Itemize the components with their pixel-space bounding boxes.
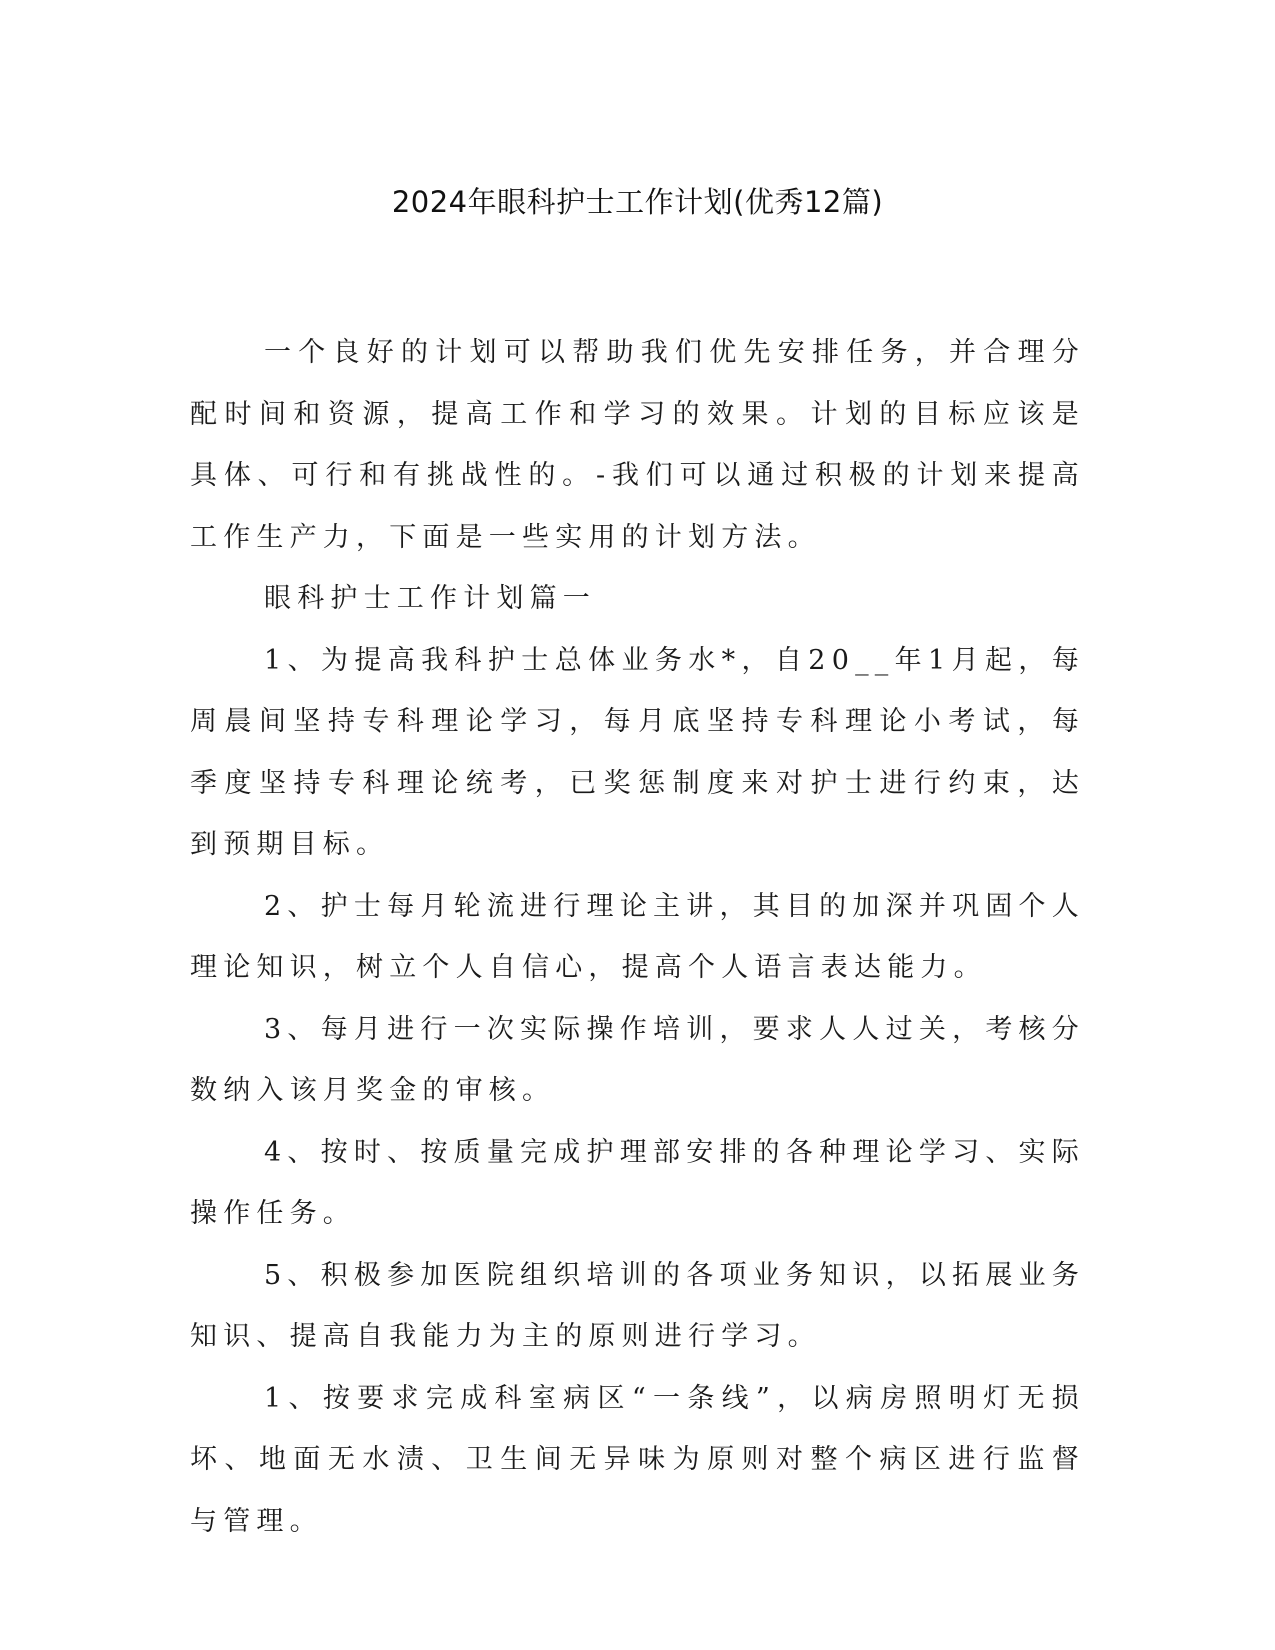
document-body <box>190 322 1085 1552</box>
paragraph-item-1: 1、为提高我科护士总体业务水*，自20__年1月起，每周晨间坚持专科理论学习，每月底坚持专科理论小考试，每季度坚持专科理论统考，已奖惩制度来对护士进行约束，达到预期目标。 <box>190 644 1085 860</box>
intro-paragraph: 一个良好的计划可以帮助我们优先安排任务，并合理分配时间和资源，提高工作和学习的效果。计划的目标应该是具体、可行和有挑战性的。-我们可以通过积极的计划来提高工作生产力，下面是一些实用的计划方法。 <box>190 337 1085 553</box>
paragraph-item-5: 5、积极参加医院组织培训的各项业务知识，以拓展业务知识、提高自我能力为主的原则进行学习。 <box>190 1259 1085 1352</box>
paragraph-item-2: 2、护士每月轮流进行理论主讲，其目的加深并巩固个人理论知识，树立个人自信心，提高个人语言表达能力。 <box>190 890 1085 983</box>
paragraph-item-3: 3、每月进行一次实际操作培训，要求人人过关，考核分数纳入该月奖金的审核。 <box>190 1013 1085 1106</box>
paragraph-item-ward-1: 1、按要求完成科室病区“一条线”，以病房照明灯无损坏、地面无水渍、卫生间无异味为原则对整个病区进行监督与管理。 <box>190 1382 1085 1537</box>
section-heading: 眼科护士工作计划篇一 <box>264 583 596 614</box>
document-title: 2024年眼科护士工作计划(优秀12篇) <box>391 185 884 219</box>
paragraph-item-4: 4、按时、按质量完成护理部安排的各种理论学习、实际操作任务。 <box>190 1136 1085 1229</box>
